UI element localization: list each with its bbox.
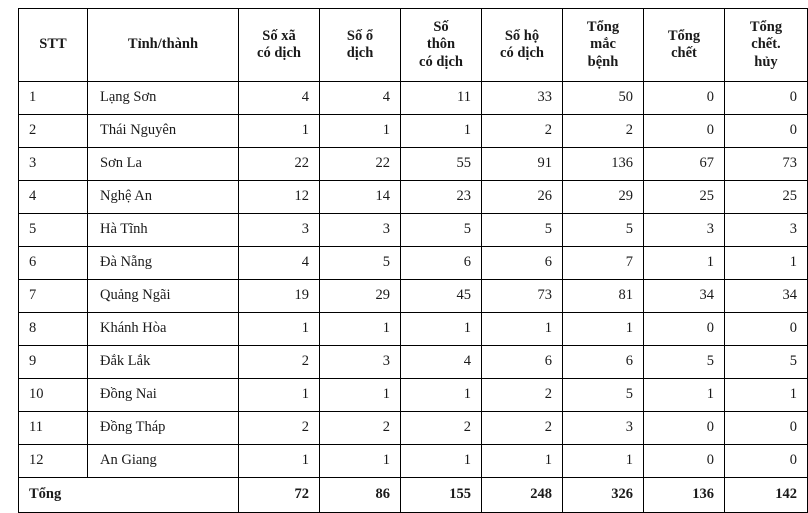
cell-so-thon: 45 [401, 280, 482, 313]
total-tong-chet: 136 [644, 478, 725, 513]
total-label: Tổng [19, 478, 88, 513]
cell-so-thon: 55 [401, 148, 482, 181]
cell-tong-chet: 0 [644, 115, 725, 148]
cell-tong-mac: 2 [563, 115, 644, 148]
cell-so-xa: 1 [239, 379, 320, 412]
cell-so-thon: 2 [401, 412, 482, 445]
header-line: Tổng [667, 27, 701, 44]
cell-so-ho: 91 [482, 148, 563, 181]
outbreak-summary-table [18, 8, 808, 513]
table-footer [19, 478, 808, 513]
header-cell-tong-chet-huy [725, 9, 808, 82]
cell-tong-chet-huy: 0 [725, 445, 808, 478]
cell-province: Đồng Nai [88, 379, 239, 412]
header-line: Số xã [262, 27, 296, 44]
cell-so-xa: 12 [239, 181, 320, 214]
header-cell-tong-chet [644, 9, 725, 82]
total-row [19, 478, 808, 513]
cell-tong-chet: 0 [644, 313, 725, 346]
cell-so-xa: 4 [239, 247, 320, 280]
header-line: chết. [751, 36, 781, 53]
cell-tong-chet-huy: 0 [725, 412, 808, 445]
header-cell-so-thon-co-dich [401, 9, 482, 82]
cell-so-o: 3 [320, 346, 401, 379]
cell-tong-chet: 0 [644, 82, 725, 115]
cell-so-o: 1 [320, 379, 401, 412]
cell-tong-chet: 0 [644, 445, 725, 478]
cell-so-thon: 6 [401, 247, 482, 280]
table-row [19, 214, 808, 247]
cell-tong-mac: 50 [563, 82, 644, 115]
cell-so-xa: 4 [239, 82, 320, 115]
cell-so-o: 29 [320, 280, 401, 313]
cell-tong-mac: 1 [563, 313, 644, 346]
cell-tong-mac: 1 [563, 445, 644, 478]
header-cell-so-xa-co-dich [239, 9, 320, 82]
cell-so-o: 3 [320, 214, 401, 247]
table-row [19, 313, 808, 346]
cell-so-thon: 5 [401, 214, 482, 247]
cell-so-ho: 6 [482, 247, 563, 280]
cell-tong-chet: 1 [644, 379, 725, 412]
cell-tong-mac: 5 [563, 214, 644, 247]
header-line: mắc [590, 36, 616, 53]
header-cell-province [88, 9, 239, 82]
cell-stt: 3 [19, 148, 88, 181]
cell-tong-chet: 67 [644, 148, 725, 181]
header-line: bệnh [587, 53, 619, 70]
cell-tong-mac: 29 [563, 181, 644, 214]
cell-so-ho: 1 [482, 445, 563, 478]
cell-tong-chet-huy: 1 [725, 247, 808, 280]
cell-stt: 7 [19, 280, 88, 313]
total-tong-chet-huy: 142 [725, 478, 808, 513]
header-line: Số [433, 19, 449, 36]
cell-so-xa: 1 [239, 445, 320, 478]
header-cell-tong-mac-benh [563, 9, 644, 82]
cell-tong-mac: 7 [563, 247, 644, 280]
cell-tong-mac: 136 [563, 148, 644, 181]
cell-so-ho: 73 [482, 280, 563, 313]
cell-tong-mac: 3 [563, 412, 644, 445]
table-row [19, 82, 808, 115]
table-row [19, 280, 808, 313]
cell-province: Đắk Lắk [88, 346, 239, 379]
cell-so-o: 1 [320, 313, 401, 346]
cell-stt: 5 [19, 214, 88, 247]
header-line: chết [671, 45, 697, 61]
cell-so-o: 1 [320, 115, 401, 148]
cell-tong-chet-huy: 25 [725, 181, 808, 214]
cell-so-thon: 1 [401, 115, 482, 148]
cell-so-thon: 1 [401, 379, 482, 412]
cell-so-o: 22 [320, 148, 401, 181]
total-so-ho: 248 [482, 478, 563, 513]
cell-tong-mac: 5 [563, 379, 644, 412]
cell-province: Sơn La [88, 148, 239, 181]
cell-so-thon: 11 [401, 82, 482, 115]
cell-tong-chet-huy: 73 [725, 148, 808, 181]
cell-stt: 8 [19, 313, 88, 346]
cell-so-ho: 1 [482, 313, 563, 346]
cell-so-xa: 1 [239, 313, 320, 346]
table-row [19, 346, 808, 379]
cell-province: Đồng Tháp [88, 412, 239, 445]
cell-tong-chet-huy: 5 [725, 346, 808, 379]
cell-tong-chet: 34 [644, 280, 725, 313]
cell-so-o: 5 [320, 247, 401, 280]
table-row [19, 115, 808, 148]
cell-stt: 2 [19, 115, 88, 148]
cell-tong-chet-huy: 34 [725, 280, 808, 313]
cell-so-xa: 3 [239, 214, 320, 247]
cell-province: Hà Tĩnh [88, 214, 239, 247]
header-line: có dịch [419, 53, 463, 70]
cell-stt: 1 [19, 82, 88, 115]
cell-province: Thái Nguyên [88, 115, 239, 148]
header-line: Tổng [586, 19, 620, 36]
total-so-o: 86 [320, 478, 401, 513]
cell-tong-mac: 81 [563, 280, 644, 313]
cell-tong-mac: 6 [563, 346, 644, 379]
cell-stt: 9 [19, 346, 88, 379]
total-label-spacer [88, 478, 239, 513]
cell-so-o: 1 [320, 445, 401, 478]
header-line: Số hộ [504, 27, 540, 44]
cell-stt: 10 [19, 379, 88, 412]
cell-so-ho: 2 [482, 379, 563, 412]
cell-so-thon: 23 [401, 181, 482, 214]
cell-tong-chet-huy: 0 [725, 313, 808, 346]
total-so-thon: 155 [401, 478, 482, 513]
cell-stt: 4 [19, 181, 88, 214]
cell-tong-chet: 5 [644, 346, 725, 379]
cell-tong-chet: 1 [644, 247, 725, 280]
cell-so-ho: 2 [482, 115, 563, 148]
table-body [19, 82, 808, 478]
cell-so-ho: 2 [482, 412, 563, 445]
cell-tong-chet-huy: 3 [725, 214, 808, 247]
header-cell-so-o-dich [320, 9, 401, 82]
cell-tong-chet-huy: 0 [725, 115, 808, 148]
cell-province: An Giang [88, 445, 239, 478]
header-line: Số ổ [346, 27, 374, 44]
cell-so-xa: 19 [239, 280, 320, 313]
table-row [19, 445, 808, 478]
cell-so-ho: 33 [482, 82, 563, 115]
header-cell-so-ho-co-dich [482, 9, 563, 82]
table-row [19, 247, 808, 280]
cell-so-ho: 26 [482, 181, 563, 214]
cell-tong-chet-huy: 1 [725, 379, 808, 412]
cell-so-thon: 1 [401, 445, 482, 478]
cell-so-o: 14 [320, 181, 401, 214]
header-line: Tổng [749, 19, 783, 36]
cell-tong-chet: 3 [644, 214, 725, 247]
cell-stt: 6 [19, 247, 88, 280]
cell-so-xa: 22 [239, 148, 320, 181]
cell-so-ho: 5 [482, 214, 563, 247]
table-header [19, 9, 808, 82]
cell-province: Quảng Ngãi [88, 280, 239, 313]
cell-tong-chet: 25 [644, 181, 725, 214]
cell-so-o: 2 [320, 412, 401, 445]
cell-province: Lạng Sơn [88, 82, 239, 115]
cell-so-thon: 1 [401, 313, 482, 346]
header-line: có dịch [257, 45, 301, 61]
cell-tong-chet: 0 [644, 412, 725, 445]
cell-so-o: 4 [320, 82, 401, 115]
header-row [19, 9, 808, 82]
cell-province: Nghệ An [88, 181, 239, 214]
total-so-xa: 72 [239, 478, 320, 513]
cell-so-ho: 6 [482, 346, 563, 379]
table-row [19, 379, 808, 412]
total-tong-mac: 326 [563, 478, 644, 513]
cell-so-xa: 2 [239, 412, 320, 445]
table-row [19, 148, 808, 181]
header-line: dịch [346, 45, 374, 61]
header-cell-stt [19, 9, 88, 82]
cell-so-xa: 2 [239, 346, 320, 379]
cell-tong-chet-huy: 0 [725, 82, 808, 115]
cell-province: Khánh Hòa [88, 313, 239, 346]
cell-stt: 11 [19, 412, 88, 445]
cell-stt: 12 [19, 445, 88, 478]
header-line: có dịch [500, 45, 544, 61]
header-line: STT [39, 36, 67, 53]
cell-province: Đà Nẵng [88, 247, 239, 280]
cell-so-xa: 1 [239, 115, 320, 148]
header-line: Tỉnh/thành [127, 36, 199, 53]
header-line: hủy [754, 53, 778, 70]
table-row [19, 412, 808, 445]
cell-so-thon: 4 [401, 346, 482, 379]
table-row [19, 181, 808, 214]
header-line: thôn [426, 36, 456, 53]
